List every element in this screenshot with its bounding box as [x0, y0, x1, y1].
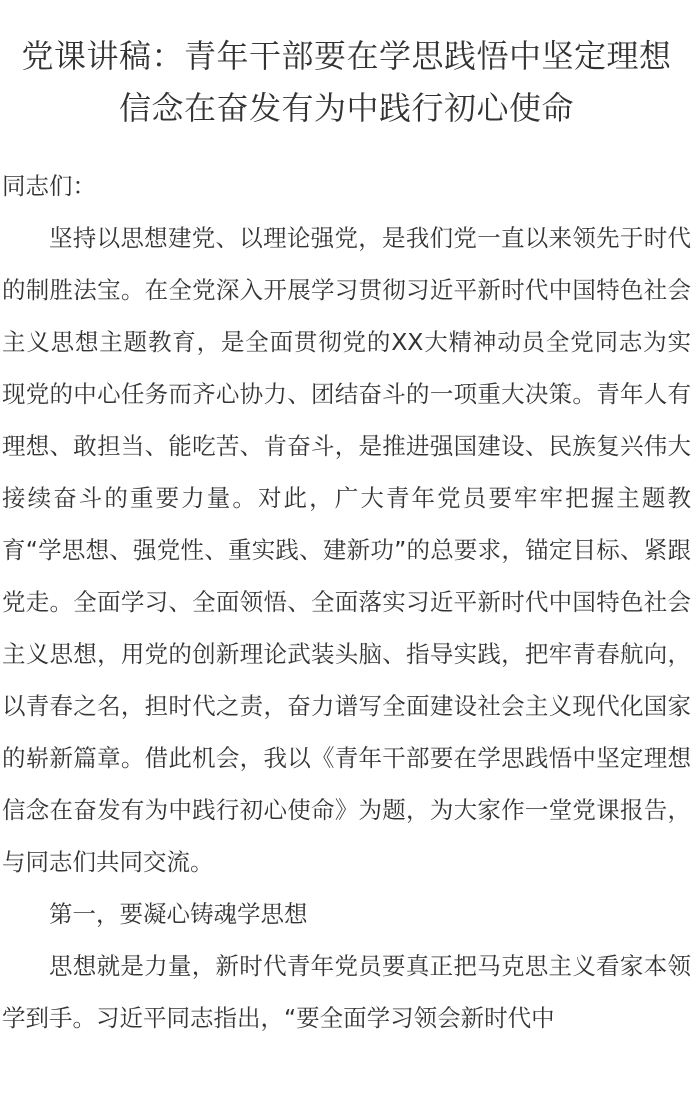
article-title: 党课讲稿：青年干部要在学思践悟中坚定理想信念在奋发有为中践行初心使命: [21, 37, 672, 127]
section-heading-1: 第一，要凝心铸魂学思想: [49, 900, 308, 928]
paragraph-intro: 坚持以思想建党、以理论强党，是我们党一直以来领先于时代的制胜法宝。在全党深入开展学习贯彻习近平新时代中国特色社会主义思想主题教育，是全面贯彻党的XX大精神动员全党同志为实现党的中心任务而齐心协力、团结奋斗的一项重大决策。青年人有理想、敢担当、能吃苦、肯奋斗，是推进强国建设、民族复兴伟大接续奋斗的重要力量。对此，广大青年党员要牢牢把握主题教育“学思想、强党性、重实践、建新功”的总要求，锚定目标、紧跟党走。全面学习、全面领悟、全面落实习近平新时代中国特色社会主义思想，用党的创新理论武装头脑、指导实践，把牢青春航向，以青春之名，担时代之责，奋力谱写全面建设社会主义现代化国家的崭新篇章。借此机会，我以《青年干部要在学思践悟中坚定理想信念在奋发有为中践行初心使命》为题，为大家作一堂党课报告，与同志们共同交流。: [2, 224, 691, 876]
article-body: [0, 160, 693, 1044]
paragraph-section-1: 思想就是力量，新时代青年党员要真正把马克思主义看家本领学到手。习近平同志指出，“要全面学习领会新时代中: [2, 952, 691, 1032]
greeting: 同志们：: [2, 172, 96, 200]
